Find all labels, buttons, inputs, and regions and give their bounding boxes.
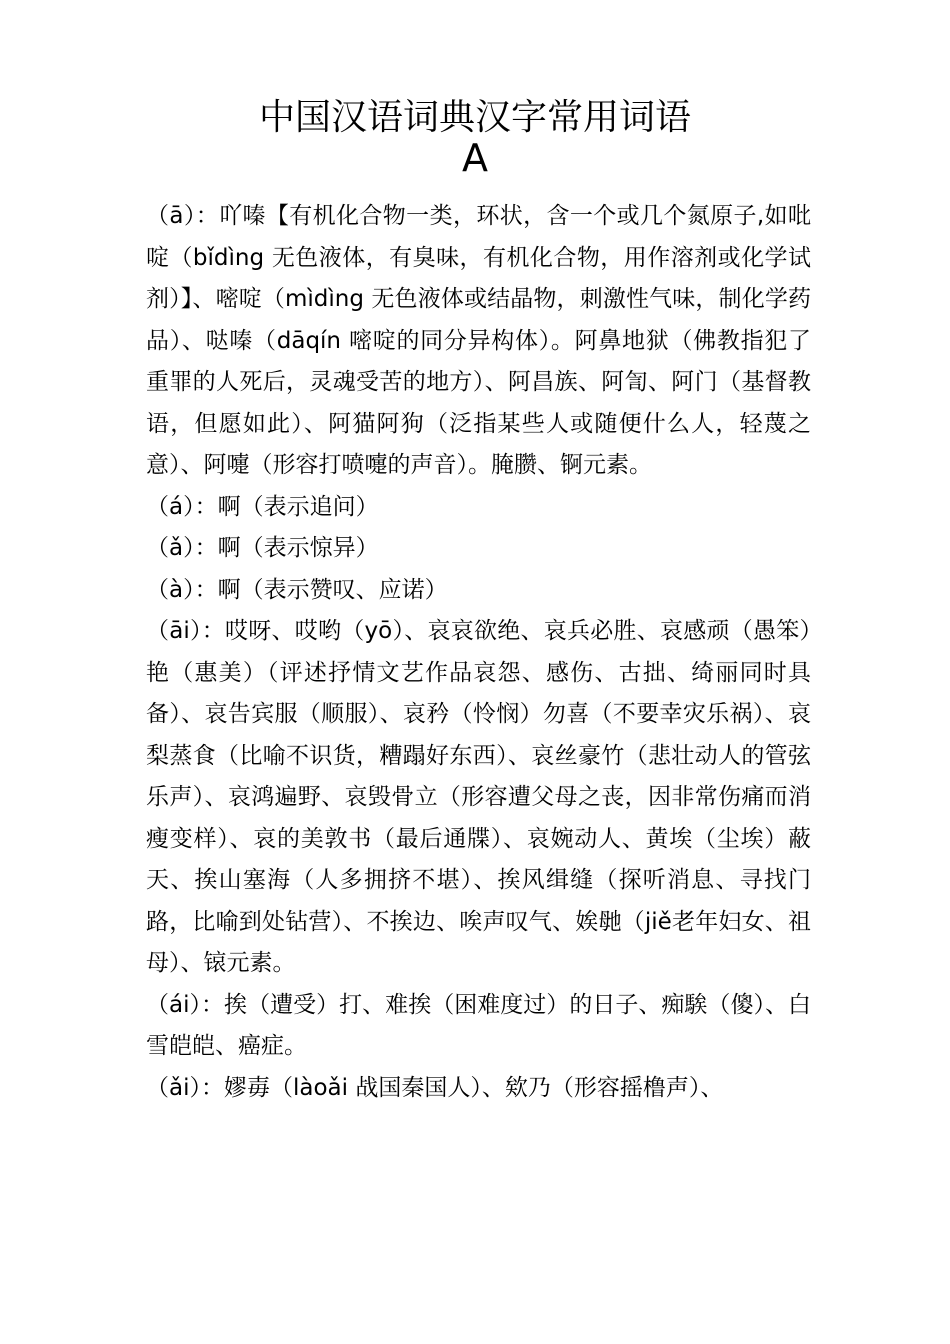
paragraph: （āi）：哎呀、哎哟（yō）、哀哀欲绝、哀兵必胜、哀感顽（愚笨）艳（惠美）（评述抒情文艺作品哀怨、感伤、古拙、绮丽同时具备）、哀告宾服（顺服）、哀矜（怜悯）勿喜（不要幸灾乐祸）、哀梨蒸食（比喻不识货，糟蹋好东西）、哀丝豪竹（悲壮动人的管弦乐声）、哀鸿遍野、哀毁骨立（形容遭父母之丧，因非常伤痛而消瘦变样）、哀的美敦书（最后通牒）、哀婉动人、黄埃（尘埃）蔽天、挨山塞海（人多拥挤不堪）、挨风缉缝（探听消息、寻找门路，比喻到处钻营）、不挨边、唉声叹气、娭毑（jiě老年妇女、祖母）、锿元素。 bbox=[146, 618, 811, 976]
document-body bbox=[146, 196, 811, 1109]
paragraph: （ā）：吖嗪【有机化合物一类，环状，含一个或几个氮原子,如吡啶（bǐdìng 无色液体，有臭味，有机化合物，用作溶剂或化学试剂）】、嘧啶（mìdìng 无色液体或结晶物，刺激性气味，制化学药品）、哒嗪（dāqín 嘧啶的同分异构体）。阿鼻地狱（佛教指犯了重罪的人死后，灵魂受苦的地方）、阿昌族、阿訇、阿门（基督教语，但愿如此）、阿猫阿狗（泛指某些人或随便什么人，轻蔑之意）、阿嚏（形容打喷嚏的声音）。腌臜、锕元素。 bbox=[146, 203, 811, 478]
paragraph: （ǎ）：啊（表示惊异） bbox=[146, 535, 379, 561]
paragraph: （á）：啊（表示追问） bbox=[146, 493, 379, 520]
section-letter: A bbox=[462, 136, 488, 180]
paragraph: （ái）：挨（遭受）打、难挨（困难度过）的日子、痴騃（傻）、白雪皑皑、癌症。 bbox=[146, 991, 811, 1059]
paragraph: （à）：啊（表示赞叹、应诺） bbox=[146, 576, 448, 603]
paragraph: （ǎi）：嫪毐（làoǎi 战国秦国人）、欸乃（形容摇橹声）、 bbox=[146, 1074, 724, 1101]
document-title: 中国汉语词典汉字常用词语 bbox=[258, 97, 691, 138]
